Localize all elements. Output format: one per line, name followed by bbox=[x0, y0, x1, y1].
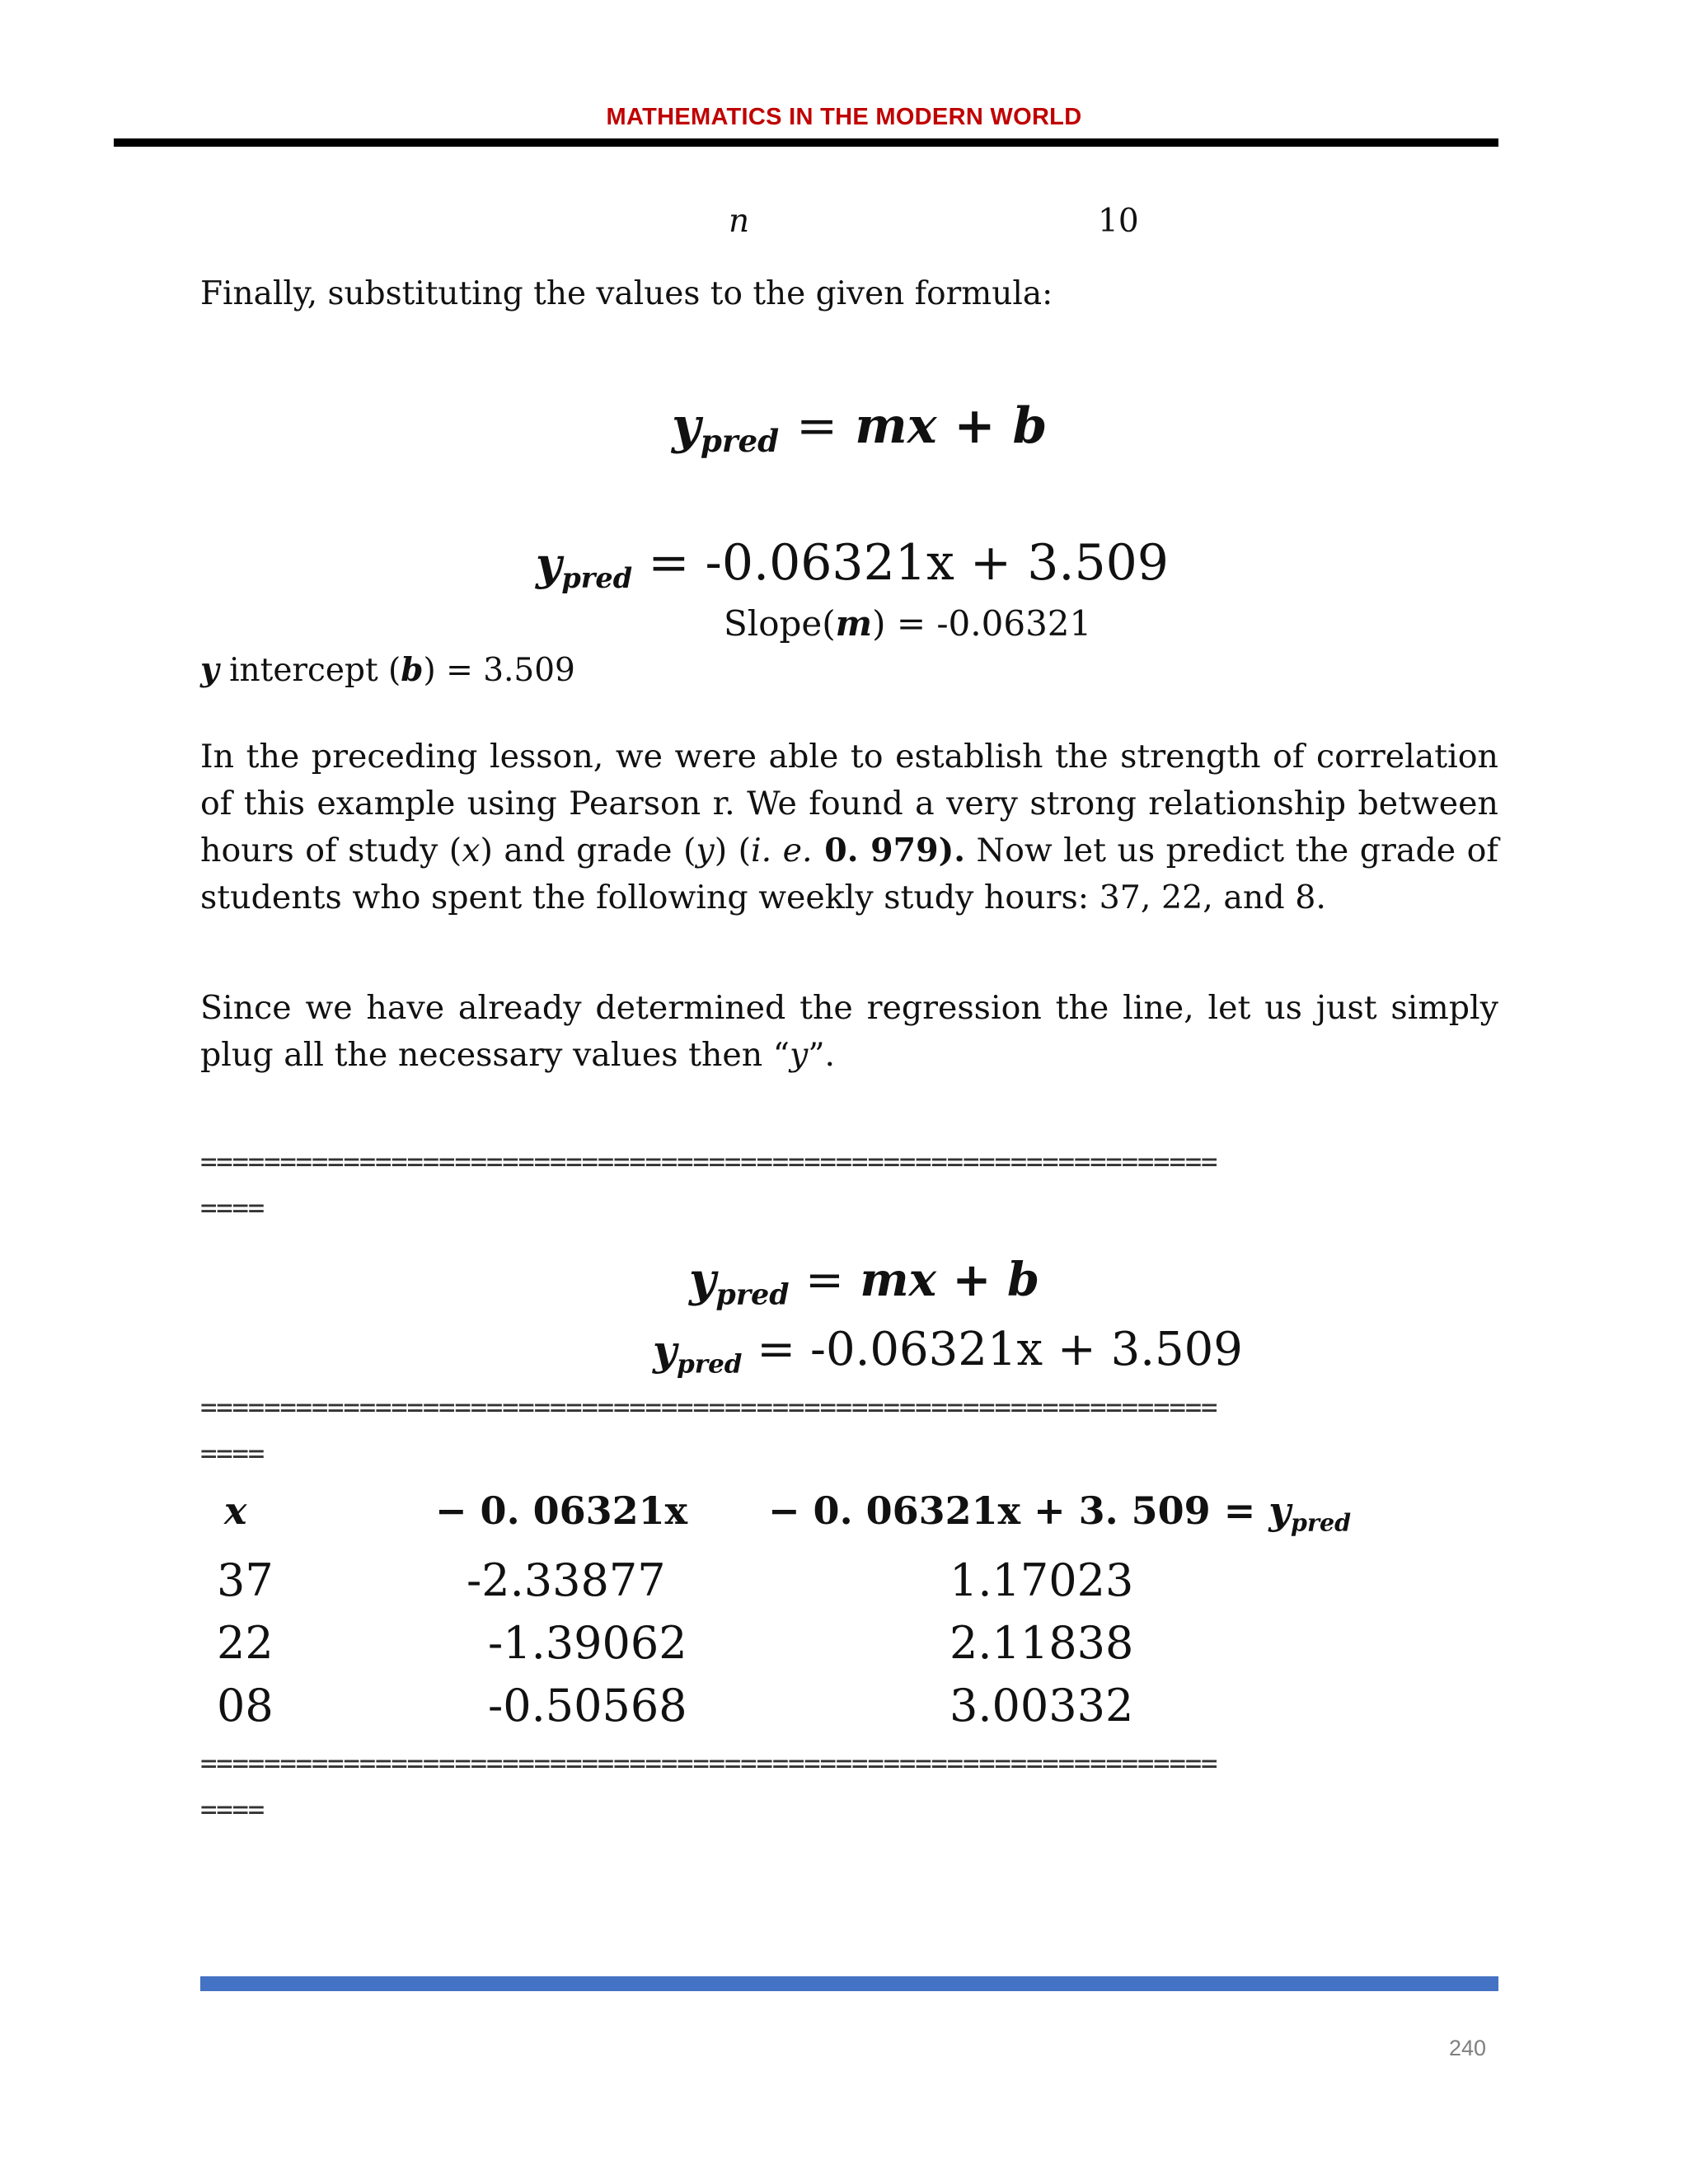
slope-line bbox=[724, 600, 1091, 647]
regression-rhs: = -0.06321x + 3.509 bbox=[648, 534, 1169, 592]
p1-part2: ) and grade ( bbox=[480, 832, 696, 869]
paragraph-plug-values bbox=[200, 985, 1498, 1079]
box-regression-y: y bbox=[653, 1326, 678, 1375]
box-formula-y: y bbox=[689, 1253, 716, 1307]
separator-line: ================================================================ bbox=[200, 1146, 1217, 1179]
slope-value: ) = -0.06321 bbox=[872, 603, 1092, 644]
formula-ypred: $y_{pred}$ = mx + b bbox=[672, 397, 1048, 460]
slope-var: m bbox=[835, 603, 873, 644]
intercept-value: ) = 3.509 bbox=[423, 652, 575, 689]
formula-sub: pred bbox=[700, 423, 780, 460]
separator-line: ================================================================ bbox=[200, 1747, 1217, 1780]
box-formula-rhs: mx + b bbox=[860, 1253, 1040, 1307]
box-regression bbox=[653, 1323, 1243, 1379]
box-formula-sub: pred bbox=[715, 1277, 790, 1312]
table-cell-mx: -1.39062 bbox=[488, 1617, 687, 1669]
p1-r: 0. 979). bbox=[812, 832, 966, 869]
intercept-var: y bbox=[200, 651, 219, 689]
th-col3-sub: pred bbox=[1291, 1508, 1352, 1537]
table-cell-x: 37 bbox=[217, 1554, 274, 1606]
separator-tail: ==== bbox=[200, 1437, 265, 1470]
header-rule bbox=[114, 138, 1498, 147]
separator-tail: ==== bbox=[200, 1793, 265, 1826]
box-formula: $y_{pred}$ = mx + b bbox=[689, 1253, 1040, 1312]
intro-text: Finally, substituting the values to the given formula: bbox=[200, 275, 1053, 312]
intercept-line bbox=[200, 647, 575, 694]
p2-part2: ”. bbox=[808, 1036, 836, 1074]
p1-ie: i. e. bbox=[751, 832, 813, 869]
regression-equation bbox=[536, 534, 1169, 594]
page-number: 240 bbox=[1449, 2036, 1487, 2060]
footer-rule bbox=[200, 1976, 1498, 1991]
slope-label: Slope( bbox=[724, 603, 836, 644]
fraction-denominator-value: 10 bbox=[1098, 203, 1139, 240]
table-header-x bbox=[224, 1488, 246, 1533]
table-cell-mx: -2.33877 bbox=[467, 1554, 666, 1606]
p1-part4: Now let us predict the grade of students who spent the following weekly study hours: 37, 22, and 8. bbox=[200, 832, 1498, 916]
table-cell-x: 22 bbox=[217, 1617, 274, 1669]
fraction-denominator-n: n bbox=[729, 203, 750, 240]
th-col3: − 0. 06321x + 3. 509 = bbox=[768, 1488, 1269, 1533]
p2-part1: Since we have already determined the regression the line, let us just simply plug all the necessary values then “ bbox=[200, 989, 1498, 1074]
table-header-mx: − 0. 06321x bbox=[435, 1488, 688, 1533]
table-header-ypred bbox=[768, 1488, 1351, 1537]
p1-part3: ) ( bbox=[714, 832, 751, 869]
th-x: x bbox=[224, 1488, 247, 1533]
th-col3-y: y bbox=[1268, 1488, 1291, 1533]
table-cell-mx: -0.50568 bbox=[488, 1680, 687, 1732]
table-cell-y: 1.17023 bbox=[950, 1554, 1134, 1606]
intercept-b: b bbox=[401, 651, 424, 689]
separator-tail: ==== bbox=[200, 1192, 265, 1225]
p2-y: y bbox=[790, 1036, 809, 1074]
box-regression-rhs: = -0.06321x + 3.509 bbox=[757, 1323, 1243, 1376]
p1-y: y bbox=[696, 832, 715, 869]
table-cell-y: 2.11838 bbox=[950, 1617, 1134, 1669]
regression-sub: pred bbox=[561, 562, 633, 595]
separator-line: ================================================================ bbox=[200, 1391, 1217, 1424]
paragraph-correlation bbox=[200, 733, 1498, 921]
formula-rhs: mx + b bbox=[855, 397, 1048, 455]
regression-y: y bbox=[536, 537, 562, 590]
table-cell-y: 3.00332 bbox=[950, 1680, 1134, 1732]
formula-y: y bbox=[672, 397, 701, 455]
p1-x: x bbox=[462, 832, 481, 869]
page-header-title: MATHEMATICS IN THE MODERN WORLD bbox=[606, 104, 1082, 130]
table-cell-x: 08 bbox=[217, 1680, 274, 1732]
p1-part1: In the preceding lesson, we were able to establish the strength of correlation of this example using Pearson r. We found a very strong relationship between hours of study ( bbox=[200, 738, 1498, 869]
intercept-label: intercept ( bbox=[218, 652, 401, 689]
box-regression-sub: pred bbox=[677, 1349, 743, 1380]
